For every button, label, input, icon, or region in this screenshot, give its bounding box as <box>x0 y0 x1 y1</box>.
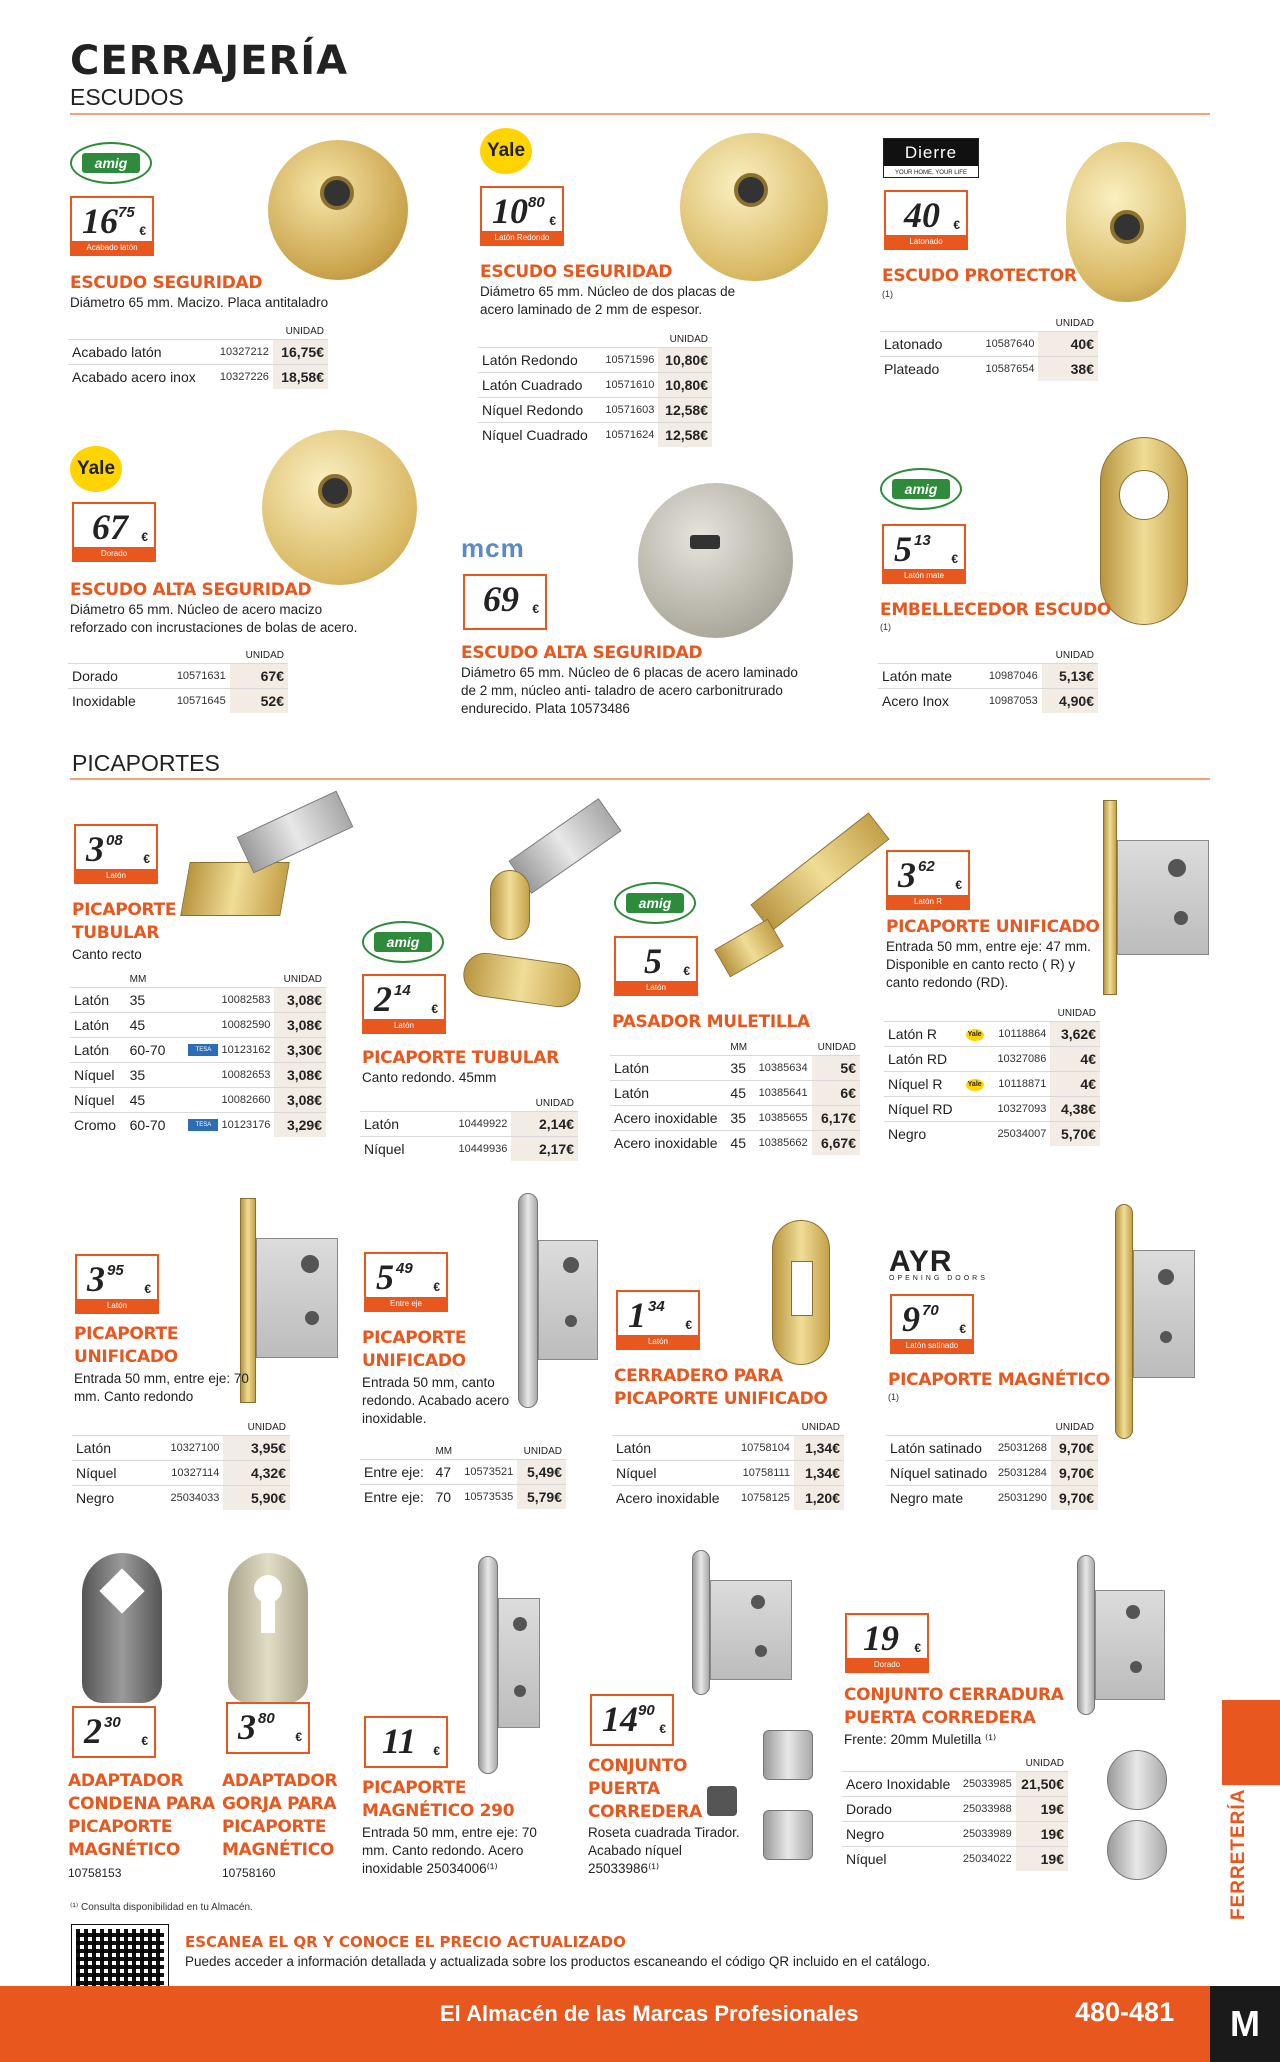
product-name: PICAPORTE <box>74 1324 179 1344</box>
product-name: MAGNÉTICO 290 <box>362 1801 515 1821</box>
table-row: Dorado 25033988 19€ <box>842 1797 1068 1822</box>
product-name: ADAPTADOR GORJA PARA PICAPORTE MAGNÉTICO <box>222 1771 338 1860</box>
product-name: UNIFICADO <box>74 1347 178 1367</box>
page-numbers: 480-481 <box>1075 1997 1175 2027</box>
table-row: Latón Cuadrado 10571610 10,80€ <box>478 373 712 398</box>
product-name: ESCUDO ALTA SEGURIDAD <box>70 580 312 600</box>
table-row: Latón 45 10385641 6€ <box>610 1081 860 1106</box>
price-tag: 69 € <box>463 574 547 630</box>
price-tag: 40 € Latonado <box>884 190 968 250</box>
product-name: EMBELLECEDOR ESCUDO <box>880 600 1112 620</box>
table-row: Latón mate 10987046 5,13€ <box>878 664 1098 689</box>
price-tag: 3 80 € <box>226 1702 310 1754</box>
product-description: Entrada 50 mm, canto redondo. Acabado acero inoxidable. <box>362 1375 510 1426</box>
table-row: Acero inoxidable 35 10385655 6,17€ <box>610 1106 860 1131</box>
price-tag: 3 08 € Latón <box>74 824 158 884</box>
escudo-protector-image <box>1066 142 1186 302</box>
picaporte-tubular-image <box>237 791 354 874</box>
page-title: CERRAJERÍA <box>70 38 349 84</box>
price-tag: 16 75 € Acabado latón <box>70 196 154 256</box>
product-name: PUERTA CORREDERA <box>844 1708 1036 1728</box>
table-row: Acero inoxidable 10758125 1,20€ <box>612 1486 844 1511</box>
product-name: PICAPORTE MAGNÉTICO <box>888 1370 1110 1390</box>
amig-logo: amig <box>362 921 444 963</box>
table-row: Inoxidable 10571645 52€ <box>68 689 288 714</box>
product-name: ADAPTADOR CONDENA PARA PICAPORTE MAGNÉTICO <box>68 1771 215 1860</box>
yale-logo: Yale <box>70 446 122 492</box>
product-name: ESCUDO ALTA SEGURIDAD <box>461 643 703 663</box>
product-ref: 10758153 <box>68 1866 122 1880</box>
table-row: Acero Inox 10987053 4,90€ <box>878 689 1098 714</box>
price-table: UNIDAD Latón mate 10987046 5,13€ Acero Inox 10987053 4,90€ <box>878 648 1098 713</box>
table-row: Negro 25033989 19€ <box>842 1822 1068 1847</box>
table-row: Níquel 10449936 2,17€ <box>360 1137 578 1162</box>
price-table: UNIDAD Acero Inoxidable 25033985 21,50€ Dorado 25033988 19€ Negro 25033989 19€ Níquel 25034022 19€ <box>842 1756 1068 1871</box>
product-name: TUBULAR <box>72 923 160 943</box>
product-description: Entrada 50 mm, entre eje: 70 mm. Canto redondo. Acero inoxidable 25034006⁽¹⁾ <box>362 1825 537 1876</box>
section-title-picaportes: PICAPORTES <box>72 750 220 776</box>
picaporte-magnetico-image <box>1115 1204 1133 1439</box>
table-row: Níquel 45 10082660 3,08€ <box>70 1088 326 1113</box>
table-row: Acabado acero inox 10327226 18,58€ <box>68 365 328 390</box>
adaptador-condena-image <box>82 1553 162 1703</box>
price-tag: 2 14 € Latón <box>362 974 446 1034</box>
price-tag: 67 € Dorado <box>72 502 156 562</box>
table-row: Negro 25034007 5,70€ <box>884 1122 1100 1147</box>
mcm-logo: mcm <box>461 533 525 563</box>
yale-logo: Yale <box>480 128 532 174</box>
price-table: UNIDAD Dorado 10571631 67€ Inoxidable 10571645 52€ <box>68 648 288 713</box>
product-description: Diámetro 65 mm. Núcleo de dos placas de acero laminado de 2 mm de espesor. <box>480 284 736 317</box>
availability-footnote: ⁽¹⁾ Consulta disponibilidad en tu Almacén. <box>70 1902 253 1913</box>
product-name: PICAPORTE UNIFICADO <box>886 917 1100 937</box>
tesa-badge: TESA <box>188 1044 218 1056</box>
section-divider <box>70 113 1210 115</box>
adaptador-gorja-image <box>228 1553 308 1703</box>
escudo-seguridad-yale-image <box>680 133 828 281</box>
table-row: Latonado 10587640 40€ <box>880 332 1098 357</box>
price-table: UNIDAD Latón 10449922 2,14€ Níquel 10449936 2,17€ <box>360 1096 578 1161</box>
table-row: Latón RD 10327086 4€ <box>884 1047 1100 1072</box>
table-row: Níquel RD 10327093 4,38€ <box>884 1097 1100 1122</box>
product-description: Canto recto <box>72 947 142 962</box>
amig-logo: amig <box>70 142 152 184</box>
footnote-marker: (1) <box>882 289 893 299</box>
pasador-muletilla-image <box>750 812 889 931</box>
price-tag: 5 € Latón <box>614 936 698 996</box>
product-name: ESCUDO SEGURIDAD <box>480 262 673 282</box>
price-table: UNIDAD Latón Redondo 10571596 10,80€ Latón Cuadrado 10571610 10,80€ Níquel Redondo 10571603 12,58€ Níquel Cuadrado 10571624 12,58€ <box>478 332 712 447</box>
price-tag: 14 90 € <box>590 1694 674 1746</box>
table-row: Níquel 35 10082653 3,08€ <box>70 1063 326 1088</box>
price-table: UNIDAD Latón 10758104 1,34€ Níquel 10758111 1,34€ Acero inoxidable 10758125 1,20€ <box>612 1420 844 1510</box>
product-ref: 10758160 <box>222 1866 276 1880</box>
roseta-image <box>1107 1820 1167 1880</box>
product-description: Roseta cuadrada Tirador. Acabado níquel 25033986⁽¹⁾ <box>588 1825 740 1876</box>
price-tag: 11 € <box>364 1716 448 1768</box>
tirador-image <box>707 1786 737 1816</box>
dierre-logo: Dierre YOUR HOME, YOUR LIFE <box>883 138 979 178</box>
picaporte-magnetico-290-image <box>478 1556 498 1774</box>
picaporte-unificado-70-image <box>256 1238 338 1358</box>
price-tag: 3 95 € Latón <box>75 1254 159 1314</box>
product-description: Diámetro 65 mm. Macizo. Placa antitaladro <box>70 295 329 310</box>
price-tag: 2 30 € <box>72 1706 156 1758</box>
conjunto-cerradura-image <box>1095 1590 1165 1700</box>
section-title-escudos: ESCUDOS <box>70 84 184 110</box>
footnote-marker: (1) <box>888 1392 899 1402</box>
product-name: CERRADERO PARA <box>614 1366 783 1386</box>
section-side-tab <box>1222 1700 1280 1785</box>
table-row: Níquel 10758111 1,34€ <box>612 1461 844 1486</box>
table-row: Latón 10758104 1,34€ <box>612 1436 844 1461</box>
table-row: Negro mate 25031290 9,70€ <box>886 1486 1098 1511</box>
picaporte-tubular-redondo-image <box>461 950 584 1010</box>
side-section-label: FERRETERÍA <box>1228 1788 1249 1920</box>
table-row: Latón 10327100 3,95€ <box>72 1436 290 1461</box>
roseta-image <box>763 1810 813 1860</box>
table-row: Dorado 10571631 67€ <box>68 664 288 689</box>
table-row: Entre eje: 47 10573521 5,49€ <box>360 1460 566 1485</box>
product-description: Entrada 50 mm, entre eje: 47 mm. Disponible en canto recto ( R) y canto redondo (RD). <box>886 939 1091 990</box>
conjunto-corredera-image <box>710 1580 792 1680</box>
table-row: Acabado latón 10327212 16,75€ <box>68 340 328 365</box>
table-row: Acero Inoxidable 25033985 21,50€ <box>842 1772 1068 1797</box>
product-description: Canto redondo. 45mm <box>362 1070 497 1085</box>
product-description: Diámetro 65 mm. Núcleo de 6 placas de acero laminado de 2 mm, núcleo anti- taladro de acero carbonitrurado endurecido. Plata 10573486 <box>461 665 798 716</box>
product-name: CONJUNTO PUERTA CORREDERA <box>588 1756 702 1822</box>
table-row: Latón 35 10385634 5€ <box>610 1056 860 1081</box>
product-name: PASADOR MULETILLA <box>612 1012 810 1032</box>
product-name: PICAPORTE <box>362 1778 467 1798</box>
product-name: PICAPORTE TUBULAR <box>362 1048 559 1068</box>
price-tag: 5 49 € Entre eje <box>364 1252 448 1312</box>
escudo-alta-seguridad-mcm-image <box>638 483 793 638</box>
embellecedor-image <box>1100 437 1188 625</box>
qr-title: ESCANEA EL QR Y CONOCE EL PRECIO ACTUALIZADO <box>185 1933 626 1951</box>
table-row: Níquel Cuadrado 10571624 12,58€ <box>478 423 712 448</box>
table-row: Latón 45 10082590 3,08€ <box>70 1013 326 1038</box>
escudo-seguridad-image <box>268 140 408 280</box>
tesa-badge: TESA <box>188 1119 218 1131</box>
yale-badge: Yale <box>966 1079 984 1091</box>
table-row: Latón 10449922 2,14€ <box>360 1112 578 1137</box>
table-row: Plateado 10587654 38€ <box>880 357 1098 382</box>
product-name: UNIFICADO <box>362 1351 466 1371</box>
product-name: ESCUDO PROTECTOR <box>882 266 1077 286</box>
product-name: CONJUNTO CERRADURA <box>844 1685 1064 1705</box>
table-row: Níquel satinado 25031284 9,70€ <box>886 1461 1098 1486</box>
footer-slogan: El Almacén de las Marcas Profesionales <box>440 2001 859 2026</box>
table-row: Níquel 10327114 4,32€ <box>72 1461 290 1486</box>
product-description: Frente: 20mm Muletilla ⁽¹⁾ <box>844 1732 997 1747</box>
price-tag: 1 34 € Latón <box>616 1290 700 1350</box>
picaporte-magnetico-290-image <box>498 1598 540 1728</box>
price-table: UNIDAD Latón R Yale 10118864 3,62€ Latón RD 10327086 4€ Níquel R Yale 10118871 4€ Níquel RD 10327093 4,38€ Negro 25034007 5,70€ <box>884 1006 1100 1146</box>
conjunto-corredera-image <box>692 1550 710 1695</box>
product-name: PICAPORTE <box>72 900 177 920</box>
amig-logo: amig <box>880 468 962 510</box>
table-row: Níquel 25034022 19€ <box>842 1847 1068 1872</box>
picaporte-unificado-image <box>1117 840 1209 955</box>
table-row: Níquel Redondo 10571603 12,58€ <box>478 398 712 423</box>
product-name: PICAPORTE UNIFICADO <box>614 1389 828 1409</box>
price-tag: 9 70 € Latón satinado <box>890 1294 974 1354</box>
price-table: UNIDAD Latonado 10587640 40€ Plateado 10587654 38€ <box>880 316 1098 381</box>
table-row: Entre eje: 70 10573535 5,79€ <box>360 1485 566 1510</box>
table-row: Latón 60-70 TESA 10123162 3,30€ <box>70 1038 326 1063</box>
price-table: UNIDAD Latón satinado 25031268 9,70€ Níquel satinado 25031284 9,70€ Negro mate 25031290 9,70€ <box>886 1420 1098 1510</box>
yale-badge: Yale <box>966 1029 984 1041</box>
price-table: UNIDAD Latón 10327100 3,95€ Níquel 10327114 4,32€ Negro 25034033 5,90€ <box>72 1420 290 1510</box>
price-table: MM UNIDAD Entre eje: 47 10573521 5,49€ Entre eje: 70 10573535 5,79€ <box>360 1444 566 1509</box>
price-tag: 3 62 € Latón R <box>886 850 970 910</box>
table-row: Latón satinado 25031268 9,70€ <box>886 1436 1098 1461</box>
cerradero-image <box>772 1220 830 1365</box>
product-name: PICAPORTE <box>362 1328 467 1348</box>
picaporte-unificado-inox-image <box>538 1240 598 1360</box>
product-name: ESCUDO SEGURIDAD <box>70 273 263 293</box>
product-description: Diámetro 65 mm. Núcleo de acero macizo reforzado con incrustaciones de bolas de acero. <box>70 602 358 635</box>
table-row: Negro 25034033 5,90€ <box>72 1486 290 1511</box>
roseta-image <box>1107 1750 1167 1810</box>
brand-logo: M <box>1210 1986 1280 2062</box>
price-table: MM UNIDAD Latón 35 10082583 3,08€ Latón 45 10082590 3,08€ Latón 60-70 TESA 10123162 3,30€ Níquel 35 10082653 3,08€ Níquel 45 10082660 3,08€ Cromo 60-70 TESA 10123176 3,29€ <box>70 972 326 1137</box>
picaporte-magnetico-image <box>1133 1250 1195 1378</box>
price-table: MM UNIDAD Latón 35 10385634 5€ Latón 45 10385641 6€ Acero inoxidable 35 10385655 6,17€ Acero inoxidable 45 10385662 6,67€ <box>610 1040 860 1155</box>
pasador-muletilla-image <box>714 919 784 978</box>
table-row: Cromo 60-70 TESA 10123176 3,29€ <box>70 1113 326 1138</box>
table-row: Latón 35 10082583 3,08€ <box>70 988 326 1013</box>
section-divider <box>70 778 1210 780</box>
table-row: Latón R Yale 10118864 3,62€ <box>884 1022 1100 1047</box>
price-tag: 19 € Dorado <box>845 1613 929 1673</box>
price-tag: 10 80 € Latón Redondo <box>480 186 564 246</box>
table-row: Níquel R Yale 10118871 4€ <box>884 1072 1100 1097</box>
table-row: Latón Redondo 10571596 10,80€ <box>478 348 712 373</box>
roseta-image <box>763 1730 813 1780</box>
conjunto-cerradura-image <box>1077 1555 1095 1715</box>
picaporte-tubular-redondo-image <box>490 870 530 940</box>
price-table: UNIDAD Acabado latón 10327212 16,75€ Acabado acero inox 10327226 18,58€ <box>68 324 328 389</box>
product-description: Entrada 50 mm, entre eje: 70 mm. Canto redondo <box>74 1371 249 1404</box>
amig-logo: amig <box>614 882 696 924</box>
ayr-logo: AYR OPENING DOORS <box>889 1245 988 1282</box>
footnote-marker: (1) <box>880 622 891 632</box>
escudo-alta-seguridad-image <box>262 430 417 585</box>
picaporte-tubular-image <box>180 862 290 916</box>
price-tag: 5 13 € Latón mate <box>882 524 966 584</box>
qr-description: Puedes acceder a información detallada y actualizada sobre los productos escaneando el código QR incluido en el catálogo. <box>185 1954 931 1969</box>
table-row: Acero inoxidable 45 10385662 6,67€ <box>610 1131 860 1156</box>
